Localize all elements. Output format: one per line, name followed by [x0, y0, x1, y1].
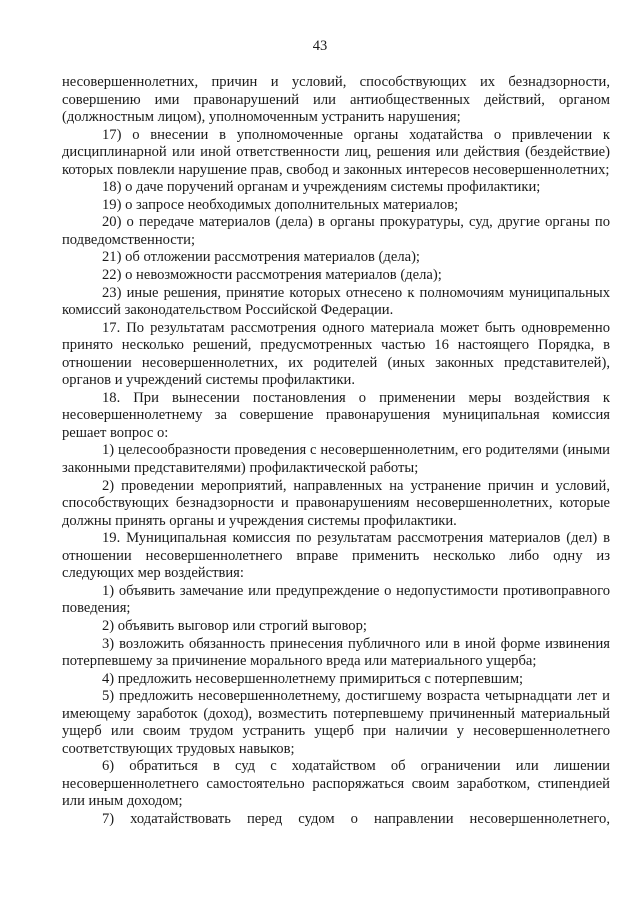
paragraph: 22) о невозможности рассмотрения материалов (дела); [102, 267, 442, 284]
paragraph: 18) о даче поручений органам и учреждениям системы профилактики; [102, 179, 541, 196]
paragraph: 7) ходатайствовать перед судом о направлении несовершеннолетнего, [102, 810, 610, 827]
paragraph: 19. Муниципальная комиссия по результатам рассмотрения материалов (дел) в отношении несовершеннолетнего вправе применить несколько либо одну из следующих мер воздействия: [62, 530, 610, 582]
paragraph: 2) проведении мероприятий, направленных на устранение причин и условий, способствующих безнадзорности и правонарушениям несовершеннолетних, которые должны принять органы и учреждения системы профилактики. [62, 477, 610, 529]
paragraph: 20) о передаче материалов (дела) в органы прокуратуры, суд, другие органы по подведомственности; [62, 214, 610, 248]
paragraph: 17) о внесении в уполномоченные органы ходатайства о привлечении к дисциплинарной или иной ответственности лиц, решения или действия (бездействие) которых повлекли нарушение прав, свобод и законных интересов несовершеннолетних; [62, 126, 610, 178]
paragraph: 3) возложить обязанность принесения публичного или в иной форме извинения потерпевшему за причинение морального вреда или материального ущерба; [62, 635, 610, 670]
paragraph: 5) предложить несовершеннолетнему, достигшему возраста четырнадцати лет и имеющему заработок (доход), возместить потерпевшему причиненный материальный ущерб или своим трудом устранить ущерб при наличии у несовершеннолетнего соответствующих трудовых навыков; [62, 688, 610, 757]
page-number: 43 [312, 38, 328, 54]
paragraph: несовершеннолетних, причин и условий, способствующих их безнадзорности, совершению ими правонарушений или антиобщественных действий, органом (должностным лицом), уполномоченным устранить нарушения; [62, 74, 610, 126]
paragraph: 4) предложить несовершеннолетнему примириться с потерпевшим; [102, 670, 524, 687]
paragraph: 21) об отложении рассмотрения материалов (дела); [102, 249, 420, 266]
paragraph: 23) иные решения, принятие которых отнесено к полномочиям муниципальных комиссий законодательством Российской Федерации. [62, 284, 610, 319]
paragraph: 1) целесообразности проведения с несовершеннолетним, его родителями (иными законными представителями) профилактической работы; [62, 442, 610, 477]
paragraph: 1) объявить замечание или предупреждение о недопустимости противоправного поведения; [62, 582, 610, 617]
paragraph: 2) объявить выговор или строгий выговор; [102, 617, 367, 634]
paragraph: 17. По результатам рассмотрения одного материала может быть одновременно принято несколько решений, предусмотренных частью 16 настоящего Порядка, в отношении несовершеннолетних, их родителей (иных законных представителей), органов и учреждений системы профилактики. [62, 319, 610, 389]
paragraph: 19) о запросе необходимых дополнительных материалов; [102, 196, 459, 213]
paragraph: 18. При вынесении постановления о применении меры воздействия к несовершеннолетнему за совершение правонарушения муниципальная комиссия решает вопрос о: [62, 389, 610, 441]
document-body [62, 74, 610, 829]
paragraph: 6) обратиться в суд с ходатайством об ограничении или лишении несовершеннолетнего самостоятельно распоряжаться своим заработком, стипендией или иным доходом; [62, 758, 610, 810]
